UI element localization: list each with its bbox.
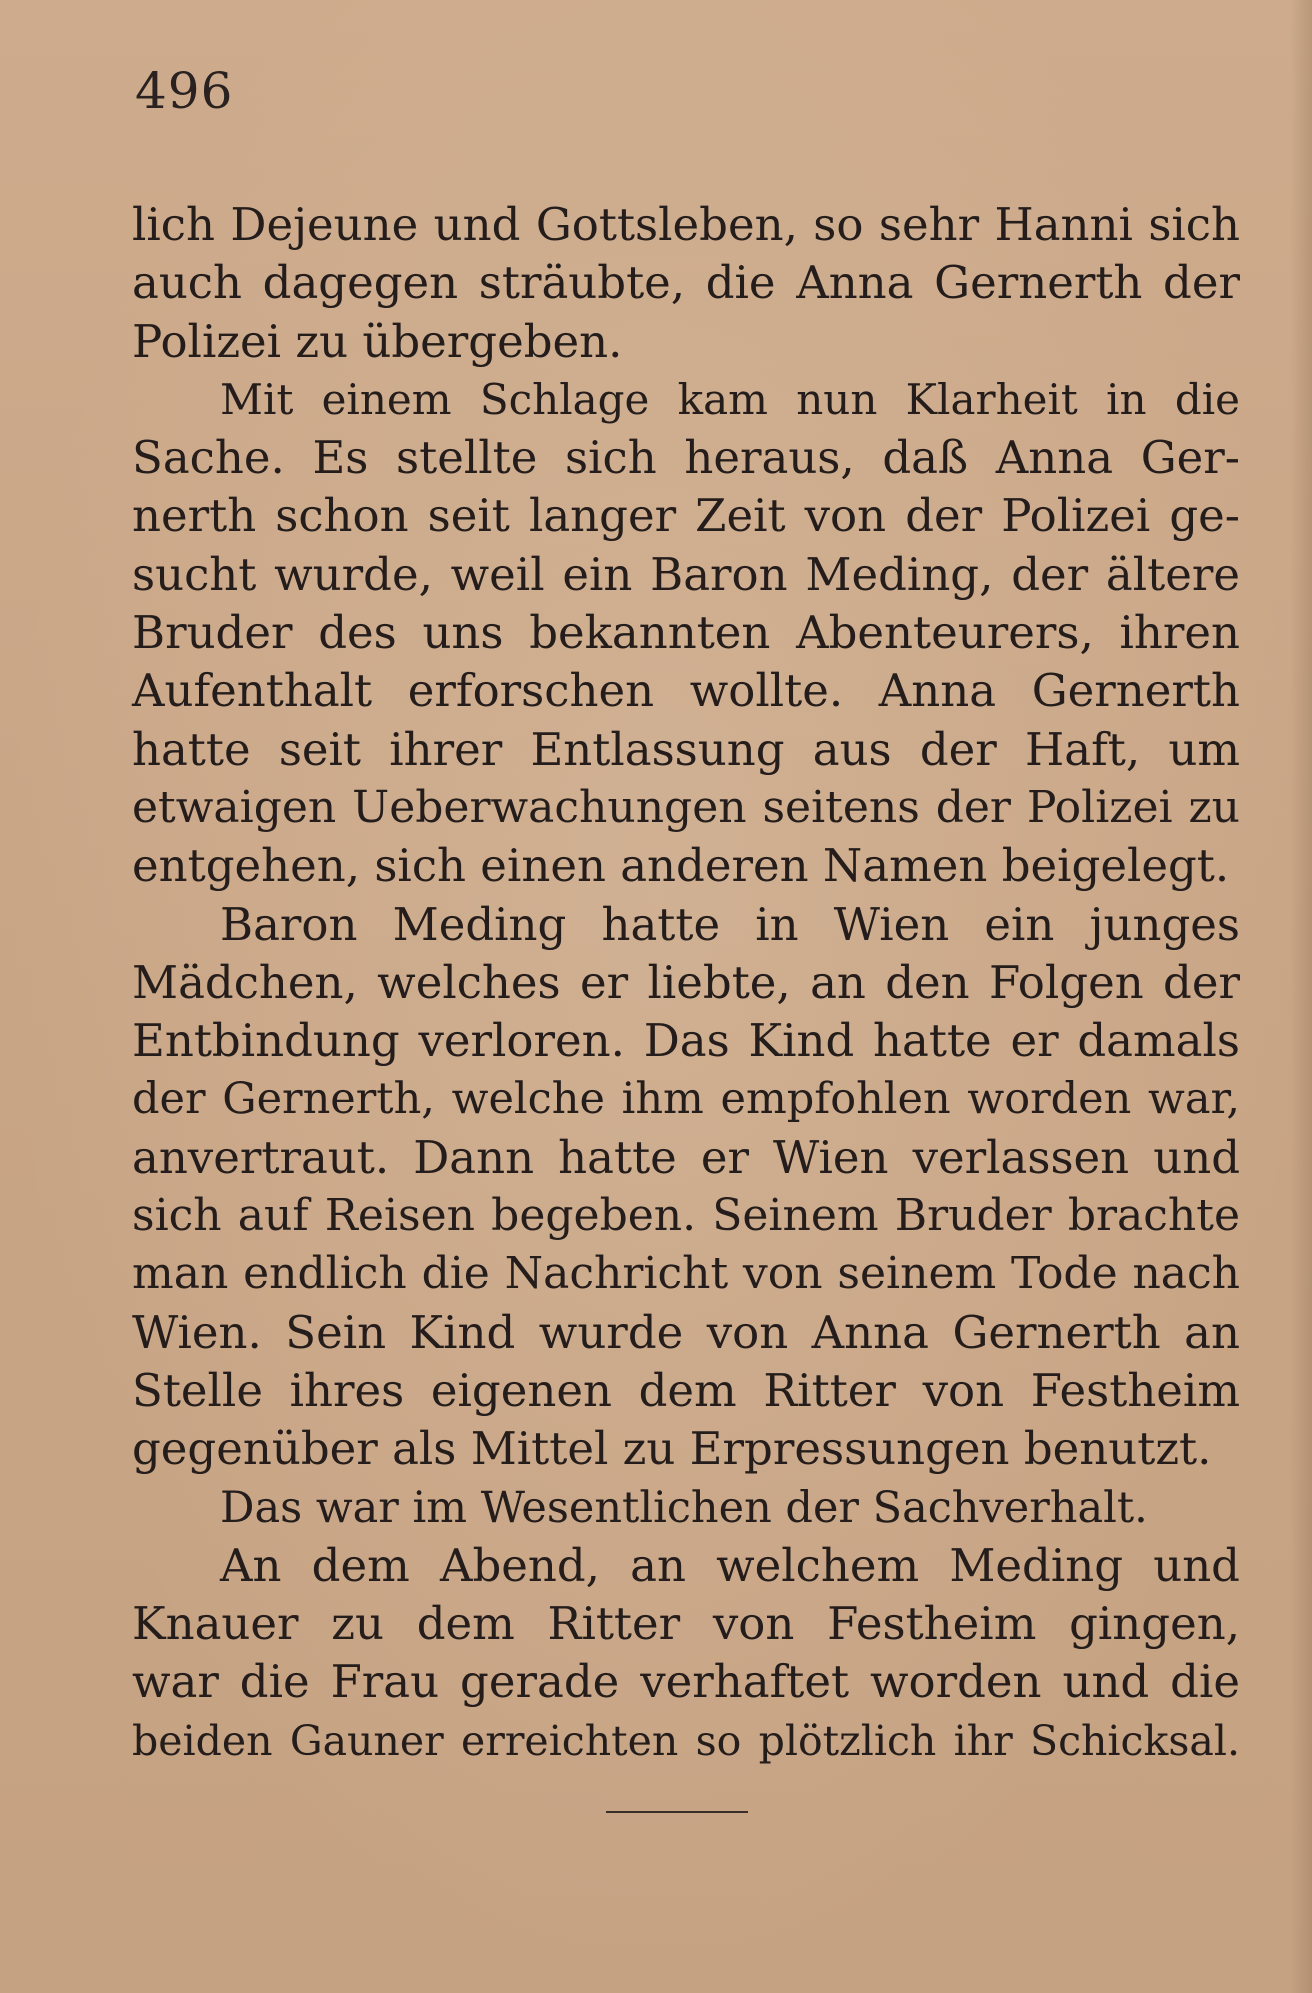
text-line: entgehen, sich einen anderen Namen beigelegt. — [132, 839, 1230, 893]
text-line: Stelle ihres eigenen dem Ritter von Festheim — [132, 1363, 1240, 1417]
text-line: Aufenthalt erforschen wollte. Anna Gernerth — [132, 664, 1240, 718]
text-line: Bruder des uns bekannten Abenteurers, ihren — [132, 606, 1240, 660]
text-line: An dem Abend, an welchem Meding und — [220, 1538, 1240, 1592]
text-line: gegenüber als Mittel zu Erpressungen benutzt. — [132, 1422, 1212, 1476]
text-line: nerth schon seit langer Zeit von der Polizei ge- — [132, 489, 1240, 543]
text-line: auch dagegen sträubte, die Anna Gernerth der — [132, 256, 1240, 310]
text-line: man endlich die Nachricht von seinem Tode nach — [132, 1248, 1240, 1300]
text-line: Baron Meding hatte in Wien ein junges — [220, 897, 1240, 951]
text-line: sucht wurde, weil ein Baron Meding, der ältere — [132, 547, 1240, 601]
text-line: Polizei zu übergeben. — [132, 314, 623, 368]
text-line: etwaigen Ueberwachungen seitens der Polizei zu — [132, 781, 1240, 833]
text-line: Entbindung verloren. Das Kind hatte er damals — [132, 1014, 1240, 1068]
text-line: der Gernerth, welche ihm empfohlen worden war, — [132, 1074, 1240, 1125]
text-line: sich auf Reisen begeben. Seinem Bruder brachte — [132, 1190, 1240, 1242]
text-line: Knauer zu dem Ritter von Festheim gingen, — [132, 1597, 1240, 1651]
text-line: Sache. Es stellte sich heraus, daß Anna Ger- — [132, 431, 1240, 485]
text-line: Mit einem Schlage kam nun Klarheit in die — [220, 374, 1240, 424]
text-line: Mädchen, welches er liebte, an den Folgen der — [132, 955, 1240, 1009]
text-line: war die Frau gerade verhaftet worden und die — [132, 1655, 1240, 1709]
text-line: Wien. Sein Kind wurde von Anna Gernerth an — [132, 1305, 1240, 1359]
end-of-chapter-rule — [606, 1811, 748, 1813]
text-line: lich Dejeune und Gottsleben, so sehr Hanni sich — [132, 198, 1240, 251]
text-line: beiden Gauner erreichten so plötzlich ihr Schicksal. — [132, 1716, 1240, 1765]
text-line: anvertraut. Dann hatte er Wien verlassen und — [132, 1130, 1240, 1184]
text-line: hatte seit ihrer Entlassung aus der Haft, um — [132, 722, 1240, 776]
body-text — [132, 196, 1240, 1770]
page-number: 496 — [135, 62, 234, 120]
text-line: Das war im Wesentlichen der Sachverhalt. — [220, 1482, 1148, 1533]
